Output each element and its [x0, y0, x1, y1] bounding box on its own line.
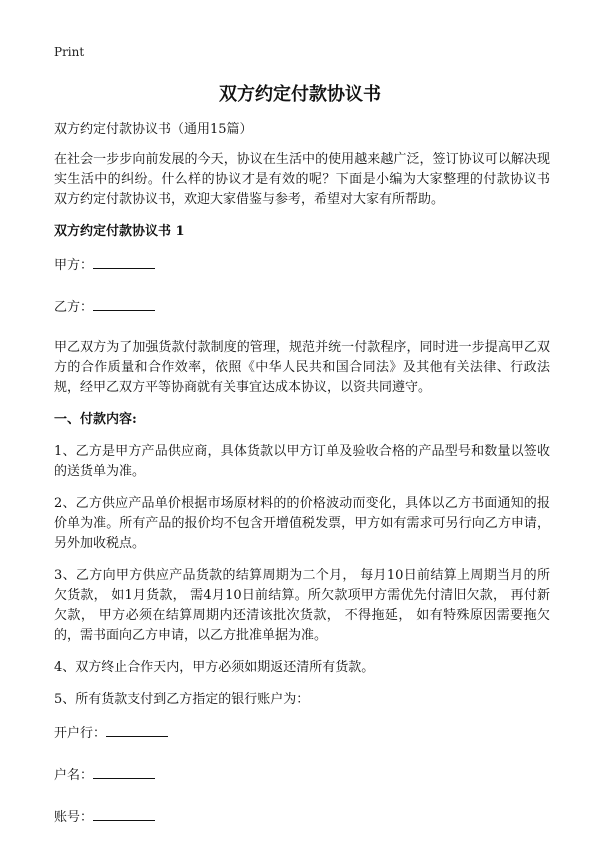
party-b-blank: [93, 296, 155, 311]
party-a-field: [54, 254, 550, 276]
party-a-blank: [93, 254, 155, 269]
bank-label: 开户行：: [54, 726, 107, 741]
party-a-label: 甲方：: [54, 258, 94, 273]
bank-blank: [106, 722, 168, 737]
account-no-blank: [93, 806, 155, 821]
clause-item: 5、所有货款支付到乙方指定的银行账户为：: [54, 692, 310, 707]
account-name-field: [54, 764, 550, 786]
intro-paragraph: 在社会一步步向前发展的今天，协议在生活中的使用越来越广泛，签订协议可以解决现实生活中的纠纷。什么样的协议才是有效的呢？下面是小编为大家整理的付款协议书 双方约定付款协议书，欢迎大家借鉴与参考，希望对大家有所帮助。: [54, 152, 550, 207]
section-title: 双方约定付款协议书 1: [54, 224, 185, 239]
clause-item: 2、乙方供应产品单价根据市场原材料的的价格波动而变化，具体以乙方书面通知的报价单为准。所有产品的报价均不包含开增值税发票，甲方如有需求可另行向乙方申请，另外加收税点。: [54, 496, 550, 551]
account-no-label: 账号：: [54, 810, 94, 825]
account-no-field: [54, 806, 550, 828]
document-subtitle: 双方约定付款协议书（通用15篇）: [54, 122, 253, 137]
clause-item: 3、乙方向甲方供应产品货款的结算周期为二个月， 每月10日前结算上周期当月的所欠货款， 如1月货款， 需4月10日前结算。所欠款项甲方需优先付清旧欠款， 再付新欠款， 甲方必须在结算周期内还清该批次货款， 不得拖延， 如有特殊原因需要拖欠的，需书面向乙方申请，以乙方批准单据为准。: [54, 568, 550, 643]
account-name-blank: [93, 764, 155, 779]
clause-item: 1、乙方是甲方产品供应商，具体货款以甲方订单及验收合格的产品型号和数量以签收的送货单为准。: [54, 444, 550, 479]
clause-item: 4、双方终止合作天内，甲方必须如期返还清所有货款。: [54, 660, 375, 675]
preamble-paragraph: 甲乙双方为了加强货款付款制度的管理，规范并统一付款程序，同时进一步提高甲乙双方的合作质量和合作效率，依照《中华人民共和国合同法》及其他有关法律、行政法规，经甲乙双方平等协商就有关事宜达成本协议，以资共同遵守。: [54, 340, 550, 395]
document-body: [54, 120, 550, 848]
account-name-label: 户名：: [54, 768, 94, 783]
party-b-label: 乙方：: [54, 300, 94, 315]
payment-heading: 一、付款内容:: [54, 412, 137, 427]
page-title: 双方约定付款协议书: [219, 84, 381, 105]
bank-field: [54, 722, 550, 744]
party-b-field: [54, 296, 550, 318]
print-link[interactable]: Print: [54, 45, 85, 59]
